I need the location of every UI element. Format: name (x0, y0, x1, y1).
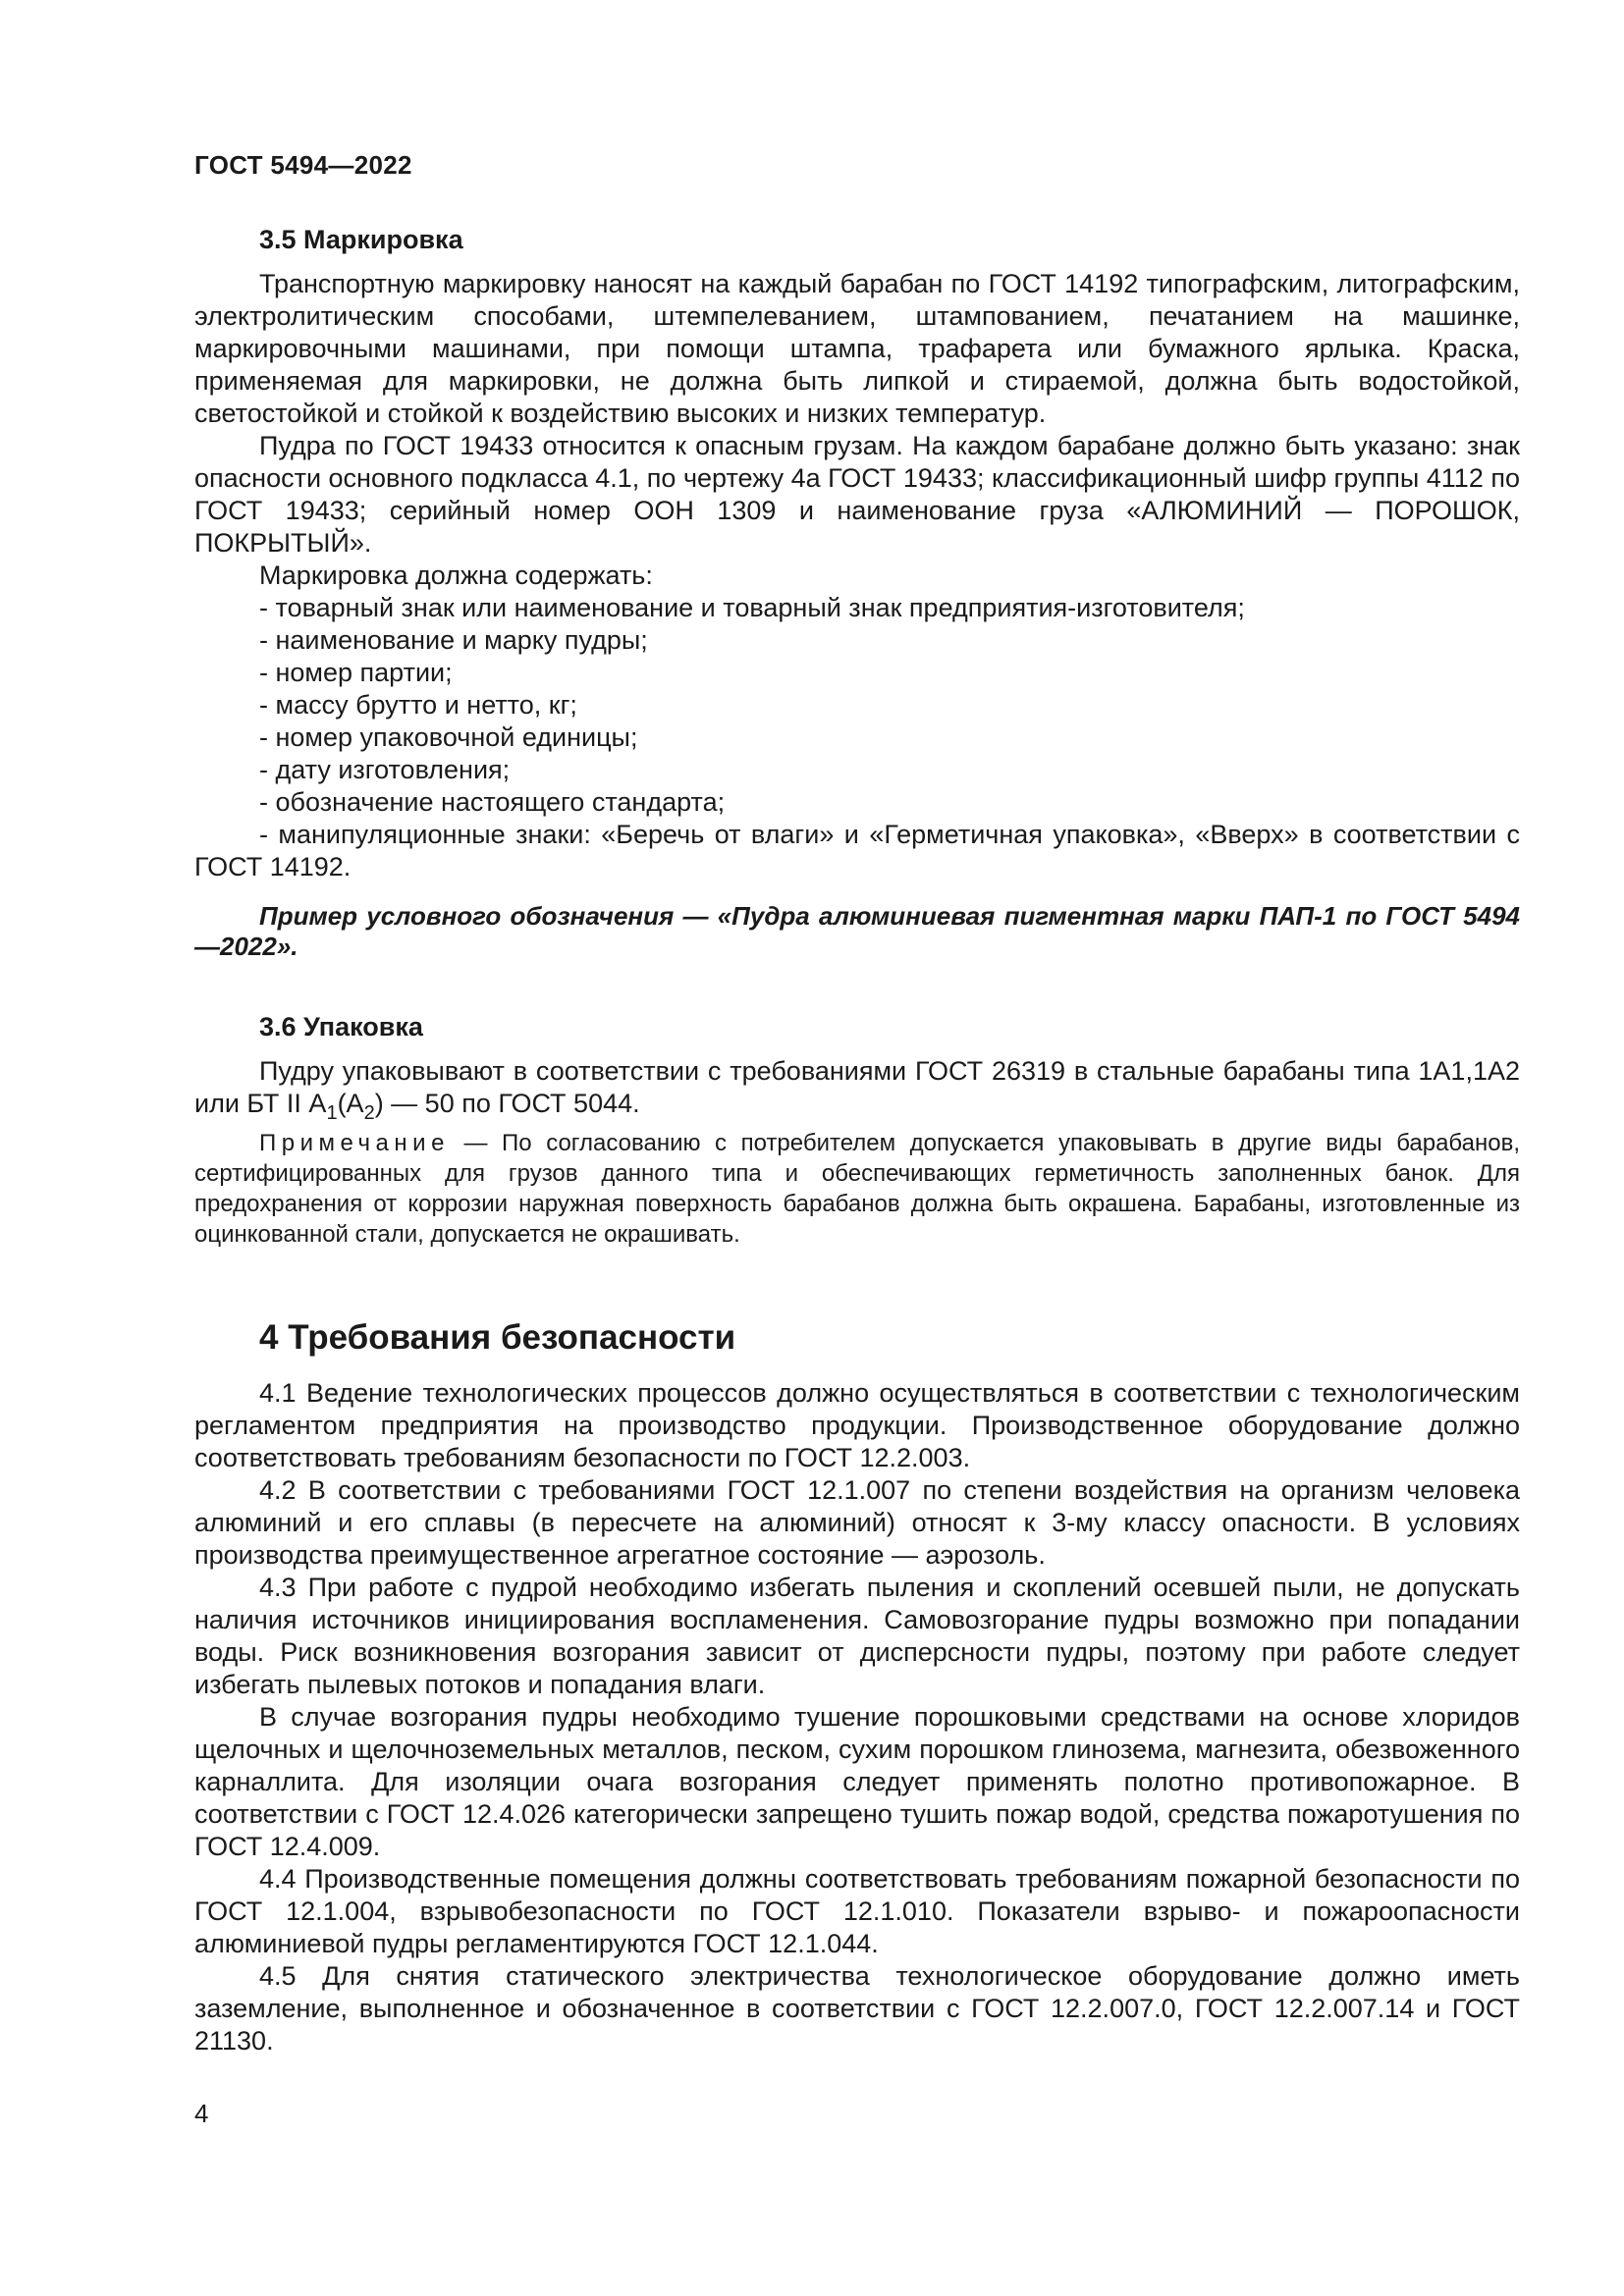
section-3-5 (194, 224, 1520, 962)
paragraph: 4.5 Для снятия статического электричества технологическое оборудование должно иметь заземление, выполненное и обозначенное в соответствии с ГОСТ 12.2.007.0, ГОСТ 12.2.007.14 и ГОСТ 21130. (194, 1961, 1520, 2056)
section-3-6 (194, 1011, 1520, 1250)
paragraph (194, 1055, 1520, 1124)
paragraph: В случае возгорания пудры необходимо тушение порошковыми средствами на основе хлоридов щелочных и щелочноземельных металлов, песком, сухим порошком глинозема, магнезита, обезвоженного карналлита. Для изоляции очага возгорания следует применять полотно противопожарное. В соответствии с ГОСТ 12.4.026 категорически запрещено тушить пожар водой, средства пожаротушения по ГОСТ 12.4.009. (194, 1702, 1520, 1861)
note-label: Примечание (259, 1130, 450, 1156)
list-item: - манипуляционные знаки: «Беречь от влаги» и «Герметичная упаковка», «Вверх» в соответствии с ГОСТ 14192. (194, 819, 1520, 883)
section-4 (194, 1318, 1520, 2057)
paragraph: Транспортную маркировку наносят на каждый барабан по ГОСТ 14192 типографским, литографским, электролитическим способами, штемпелеванием, штампованием, печатанием на машинке, маркировочными машинами, при помощи штампа, трафарета или бумажного ярлыка. Краска, применяемая для маркировки, не должна быть липкой и стираемой, должна быть водостойкой, светостойкой и стойкой к воздействию высоких и низких температур. (194, 269, 1520, 428)
note (194, 1128, 1520, 1250)
section-heading: 4 Требования безопасности (259, 1318, 736, 1357)
list-item: - дату изготовления; (194, 754, 1520, 786)
document-header: ГОСТ 5494—2022 (194, 150, 412, 180)
text-run: ) — 50 по ГОСТ 5044. (374, 1089, 640, 1118)
note-text: — По согласованию с потребителем допускается упаковывать в другие виды барабанов, сертифицированных для грузов данного типа и обеспечивающих герметичность заполненных банок. Для предохранения от коррозии наружная поверхность барабанов должна быть окрашена. Барабаны, изготовленные из оцинкованной стали, допускается не окрашивать. (194, 1130, 1520, 1248)
paragraph: 4.3 При работе с пудрой необходимо избегать пыления и скоплений осевшей пыли, не допускать наличия источников инициирования воспламенения. Самовозгорание пудры возможно при попадании воды. Риск возникновения возгорания зависит от дисперсности пудры, поэтому при работе следует избегать пылевых потоков и попадания влаги. (194, 1573, 1520, 1699)
paragraph: 4.1 Ведение технологических процессов должно осуществляться в соответствии с технологическим регламентом предприятия на производство продукции. Производственное оборудование должно соответствовать требованиям безопасности по ГОСТ 12.2.003. (194, 1378, 1520, 1472)
subscript: 2 (363, 1102, 375, 1124)
paragraph: Пудра по ГОСТ 19433 относится к опасным грузам. На каждом барабане должно быть указано: знак опасности основного подкласса 4.1, по чертежу 4а ГОСТ 19433; классификационный шифр группы 4112 по ГОСТ 19433; серийный номер ООН 1309 и наименование груза «АЛЮМИНИЙ — ПОРОШОК, ПОКРЫТЫЙ». (194, 431, 1520, 558)
text-run: (А (337, 1089, 364, 1118)
subscript: 1 (326, 1102, 338, 1124)
list-item: - обозначение настоящего стандарта; (194, 786, 1520, 819)
marking-list (194, 592, 1520, 883)
paragraph: Маркировка должна содержать: (259, 561, 653, 590)
page-number: 4 (194, 2099, 209, 2128)
section-heading: 3.6 Упаковка (259, 1012, 423, 1041)
list-item: - наименование и марку пудры; (194, 624, 1520, 657)
list-item: - номер упаковочной единицы; (194, 721, 1520, 754)
list-item: - номер партии; (194, 657, 1520, 689)
paragraph: 4.2 В соответствии с требованиями ГОСТ 12.1.007 по степени воздействия на организм человека алюминий и его сплавы (в пересчете на алюминий) относят к 3-му классу опасности. В условиях производства преимущественное агрегатное состояние — аэрозоль. (194, 1475, 1520, 1570)
paragraph: 4.4 Производственные помещения должны соответствовать требованиям пожарной безопасности по ГОСТ 12.1.004, взрывобезопасности по ГОСТ 12.1.010. Показатели взрыво- и пожароопасности алюминиевой пудры регламентируются ГОСТ 12.1.044. (194, 1864, 1520, 1958)
example-designation: Пример условного обозначения — «Пудра алюминиевая пигментная марки ПАП-1 по ГОСТ 5494—2022». (194, 901, 1520, 961)
text-run: Пудру упаковывают в соответствии с требованиями ГОСТ 26319 в стальные барабаны типа 1А1,1А2 или БТ II А (194, 1056, 1520, 1118)
list-item: - товарный знак или наименование и товарный знак предприятия-изготовителя; (194, 592, 1520, 624)
list-item: - массу брутто и нетто, кг; (194, 689, 1520, 721)
section-heading: 3.5 Маркировка (259, 225, 463, 254)
